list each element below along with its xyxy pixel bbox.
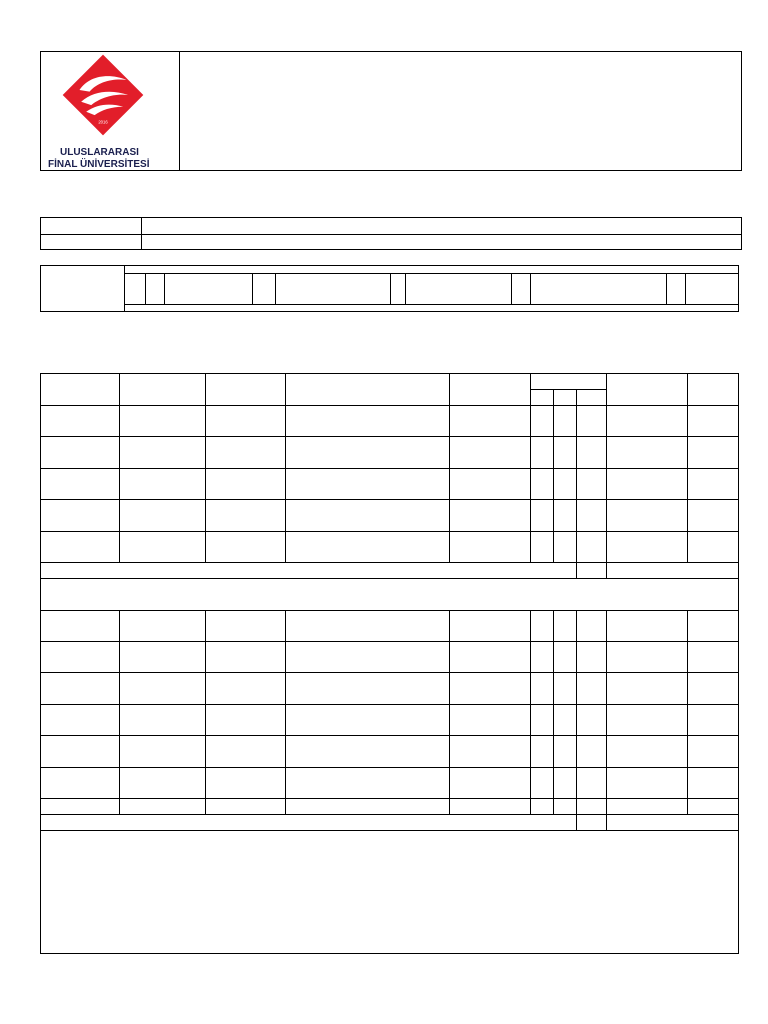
table-row-divider: [41, 436, 738, 437]
info-row-divider: [41, 234, 741, 235]
column-divider: [606, 374, 607, 562]
logo-text-line2: FİNAL ÜNİVERSİTESİ: [48, 159, 150, 170]
column-divider: [285, 374, 286, 562]
emblem-year: 2016: [98, 119, 108, 125]
table-row-divider: [41, 672, 738, 673]
info-column-divider: [141, 218, 142, 249]
period-cell-divider: [685, 273, 686, 304]
table-row-divider: [41, 767, 738, 768]
subtotal-row-divider: [41, 814, 738, 815]
table-row-divider: [41, 704, 738, 705]
table-row-divider: [41, 798, 738, 799]
column-divider: [449, 374, 450, 562]
logo-cell: [41, 52, 180, 170]
table-header-divider: [41, 405, 738, 406]
subtotal-row-divider: [41, 578, 738, 579]
period-selection-table: [40, 265, 739, 312]
period-cell-divider: [405, 273, 406, 304]
course-table: [40, 373, 739, 954]
subtotal-divider: [606, 814, 607, 830]
period-cell-divider: [511, 273, 512, 304]
logo-text-line1: ULUSLARARASI: [60, 147, 139, 158]
header-subrow-divider: [530, 389, 606, 390]
table-row-divider: [41, 562, 738, 563]
column-divider: [553, 389, 554, 562]
document-title-cell: [180, 52, 741, 170]
period-cell-divider: [252, 273, 253, 304]
column-divider: [205, 610, 206, 814]
period-cell-divider: [164, 273, 165, 304]
info-table: [40, 217, 742, 250]
period-cell-divider: [145, 273, 146, 304]
section-header-divider: [41, 610, 738, 611]
column-divider: [205, 374, 206, 562]
subtotal-divider: [576, 562, 577, 578]
column-divider: [530, 610, 531, 814]
subtotal-divider: [576, 814, 577, 830]
period-cell-divider: [390, 273, 391, 304]
column-divider: [553, 610, 554, 814]
subtotal-divider: [606, 562, 607, 578]
university-logo-icon: [61, 53, 145, 137]
column-divider: [687, 610, 688, 814]
table-row-divider: [41, 641, 738, 642]
table-row-divider: [41, 531, 738, 532]
column-divider: [606, 610, 607, 814]
column-divider: [687, 374, 688, 562]
notes-area-divider: [41, 830, 738, 831]
column-divider: [449, 610, 450, 814]
period-cell-divider: [530, 273, 531, 304]
period-bottom-divider: [124, 304, 738, 305]
table-row-divider: [41, 735, 738, 736]
document-header: [40, 51, 742, 171]
column-divider: [576, 389, 577, 562]
column-divider: [530, 374, 531, 562]
table-row-divider: [41, 468, 738, 469]
table-row-divider: [41, 499, 738, 500]
column-divider: [576, 610, 577, 814]
period-top-divider: [124, 273, 738, 274]
period-cell-divider: [275, 273, 276, 304]
column-divider: [119, 374, 120, 562]
column-divider: [119, 610, 120, 814]
period-cell-divider: [666, 273, 667, 304]
column-divider: [285, 610, 286, 814]
